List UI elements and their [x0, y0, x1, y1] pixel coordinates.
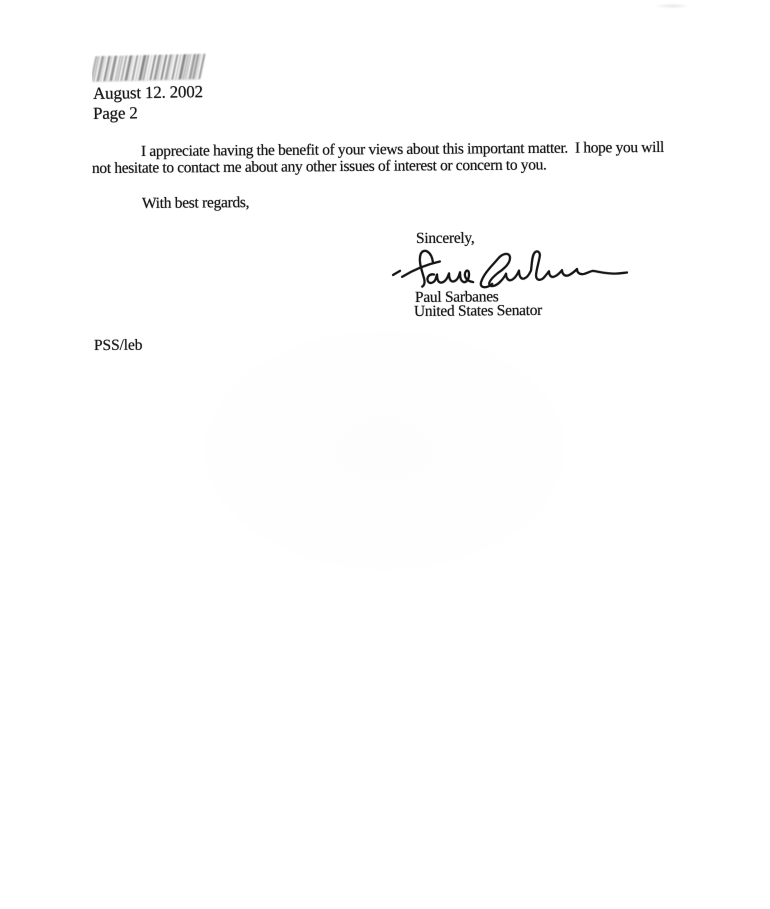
- reference-initials: PSS/leb: [93, 336, 143, 354]
- body-paragraph-line-1: I appreciate having the benefit of your views about this important matter. I hope you will: [140, 138, 665, 160]
- signoff-salutation: Sincerely,: [415, 229, 475, 247]
- barcode-image: [92, 53, 209, 84]
- signer-typed-name: Paul Sarbanes: [414, 288, 499, 306]
- body-paragraph-line-2: not hesitate to contact me about any other issues of interest or concern to you.: [91, 156, 547, 177]
- signer-title: United States Senator: [413, 301, 543, 320]
- letter-date: August 12. 2002: [92, 82, 204, 103]
- page-number: Page 2: [92, 103, 138, 123]
- closing-line: With best regards,: [141, 194, 250, 212]
